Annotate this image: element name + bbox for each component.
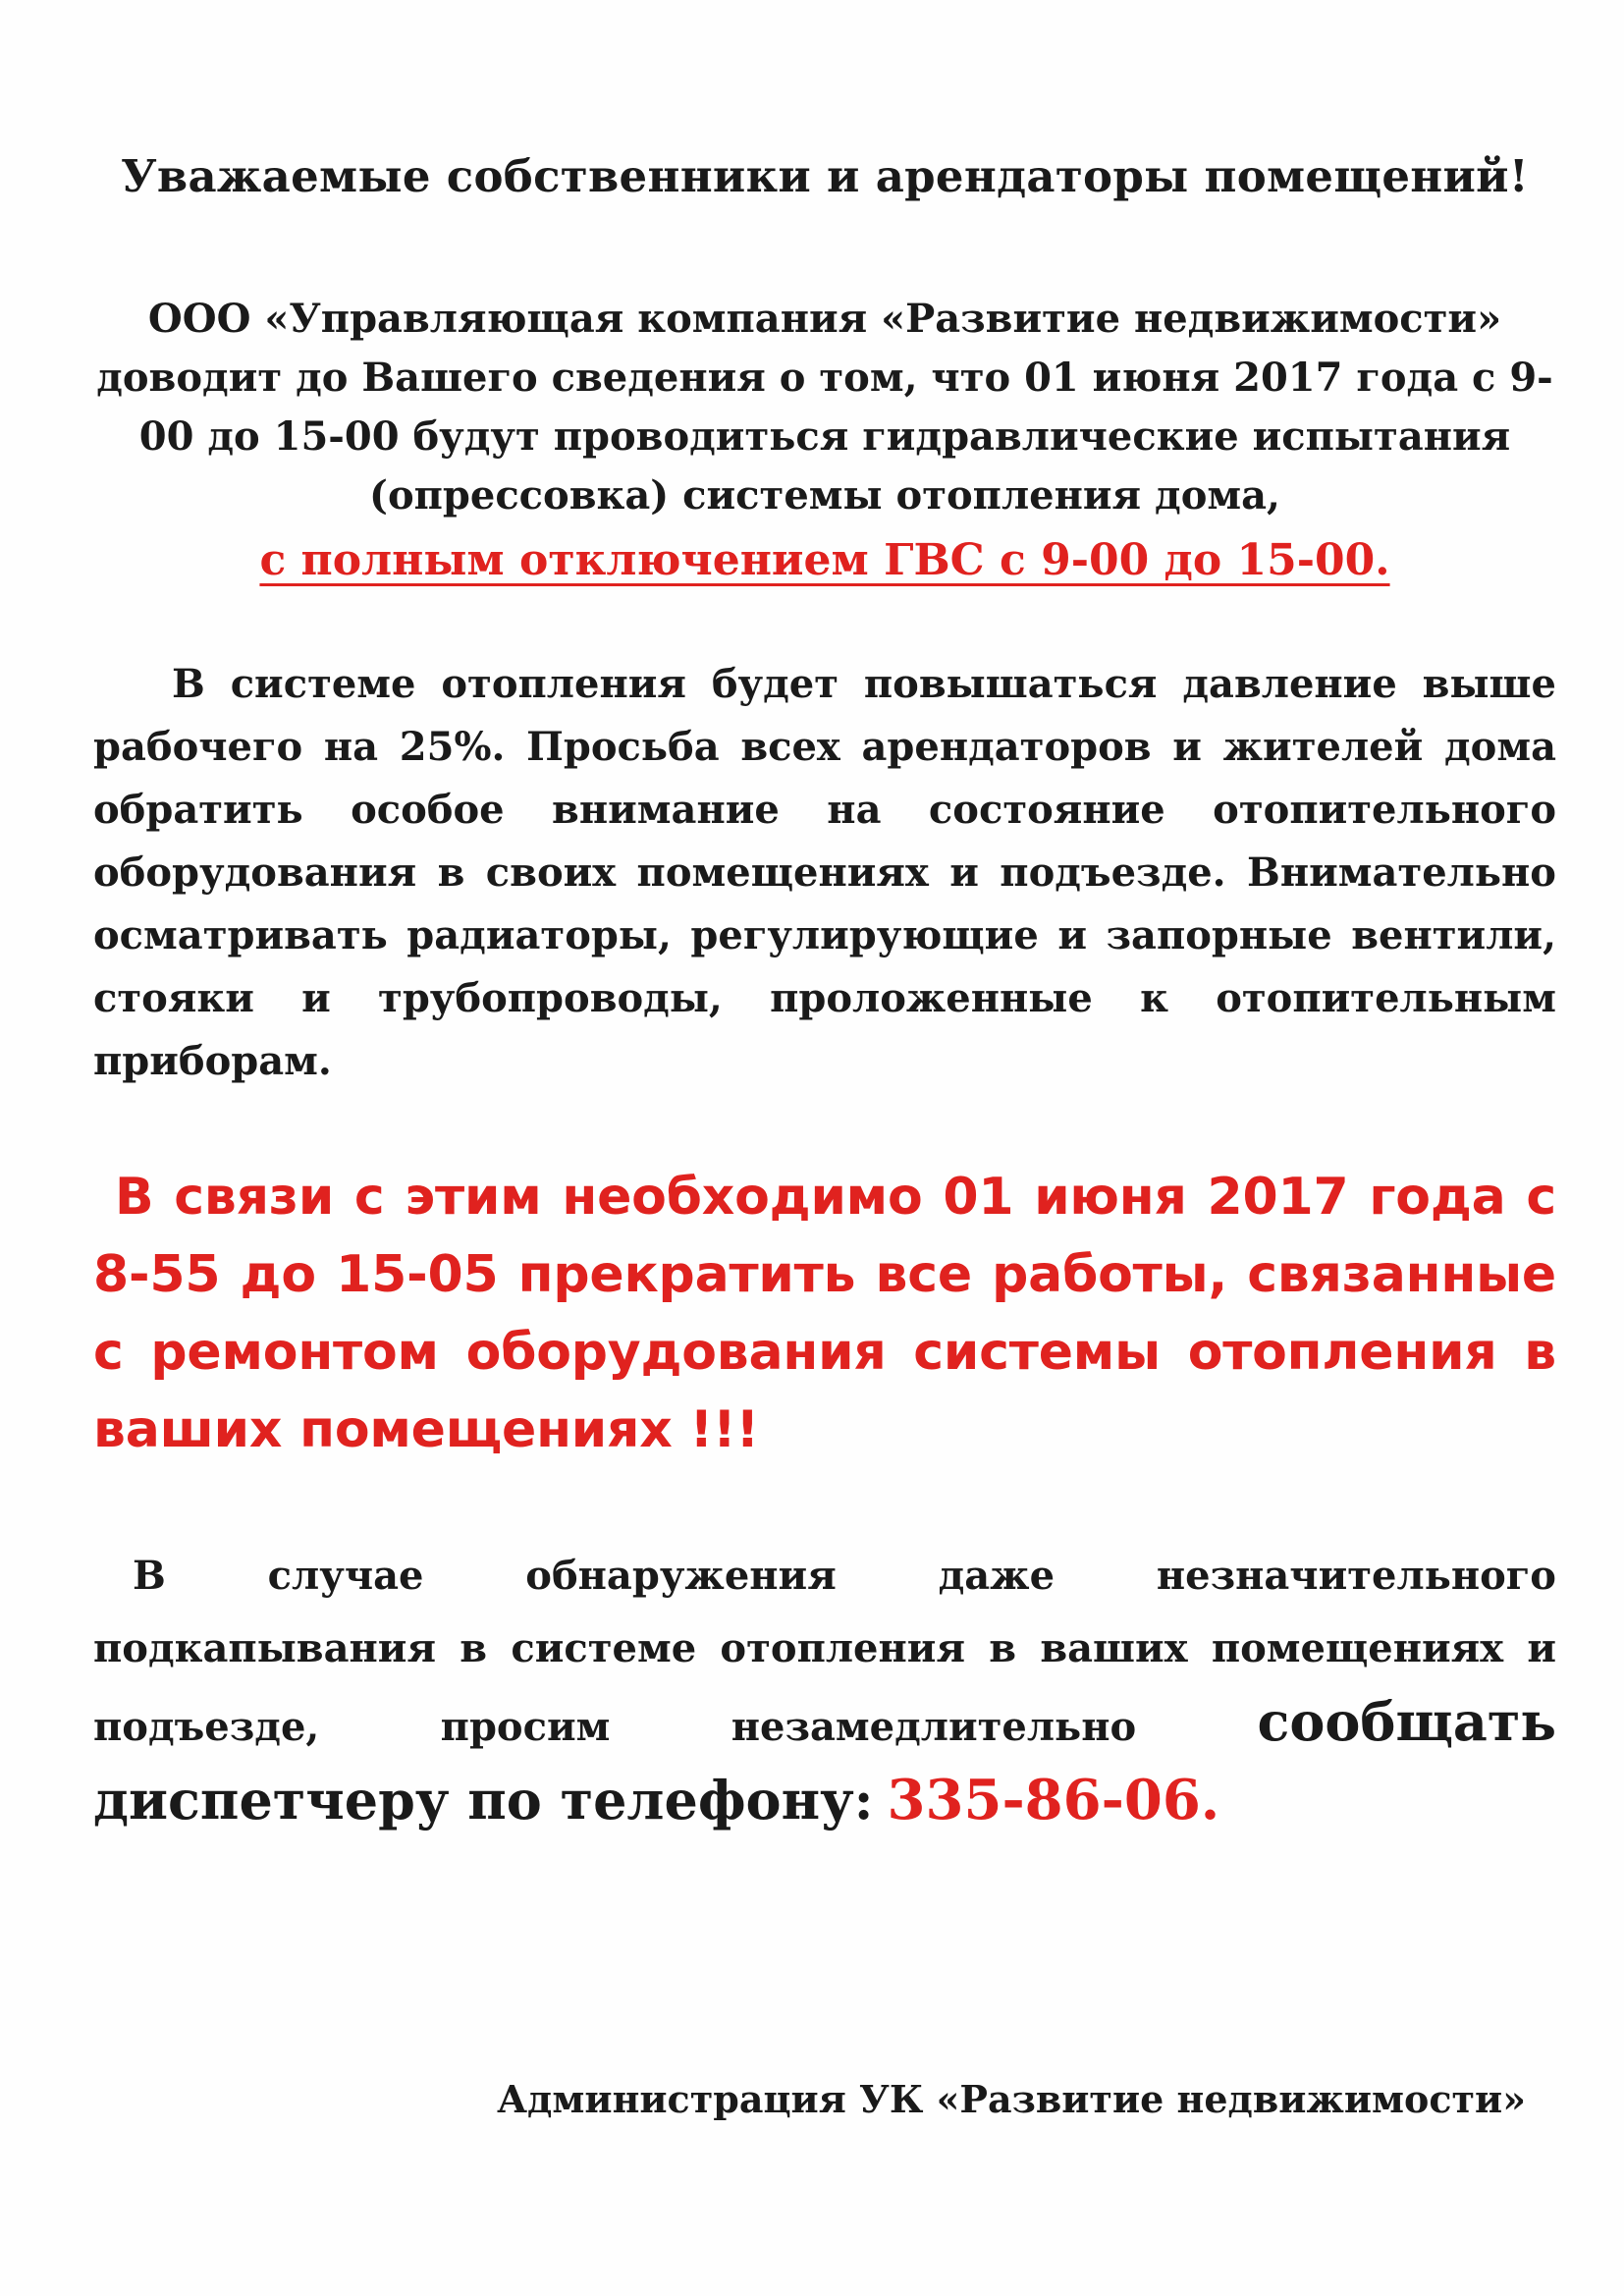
contact-emphasis: сообщать [1257, 1690, 1556, 1753]
signature: Администрация УК «Развитие недвижимости» [497, 2077, 1526, 2121]
dispatcher-phone: 335-86-06. [887, 1768, 1220, 1832]
work-stop-warning: В связи с этим необходимо 01 июня 2017 года с 8-55 до 15-05 прекратить все работы, связанные с ремонтом оборудования системы отопления в ваших помещениях !!! [93, 1168, 1556, 1459]
contact-paragraph [93, 1540, 1556, 1842]
hot-water-shutoff-notice: с полным отключением ГВС с 9-00 до 15-00. [259, 535, 1390, 585]
contact-tail: диспетчеру по телефону: [93, 1769, 874, 1831]
contact-text: В случае обнаружения даже незначительного подкапывания в системе отопления в ваших помещениях и подъезде, просим незамедлительно [93, 1553, 1556, 1750]
intro-text: ООО «Управляющая компания «Развитие недвижимости» доводит до Вашего сведения о том, что 01 июня 2017 года с 9-00 до 15-00 будут проводиться гидравлические испытания (опрессовка) системы отопления дома, [96, 296, 1553, 519]
notice-title: Уважаемые собственники и арендаторы помещений! [121, 150, 1529, 202]
intro-paragraph [93, 290, 1556, 596]
pressure-warning-paragraph: В системе отопления будет повышаться давление выше рабочего на 25%. Просьба всех арендаторов и жителей дома обратить особое внимание на состояние отопительного оборудования в своих помещениях и подъезде. Внимательно осматривать радиаторы, регулирующие и запорные вентили, стояки и трубопроводы, проложенные к отопительным приборам. [93, 661, 1556, 1084]
